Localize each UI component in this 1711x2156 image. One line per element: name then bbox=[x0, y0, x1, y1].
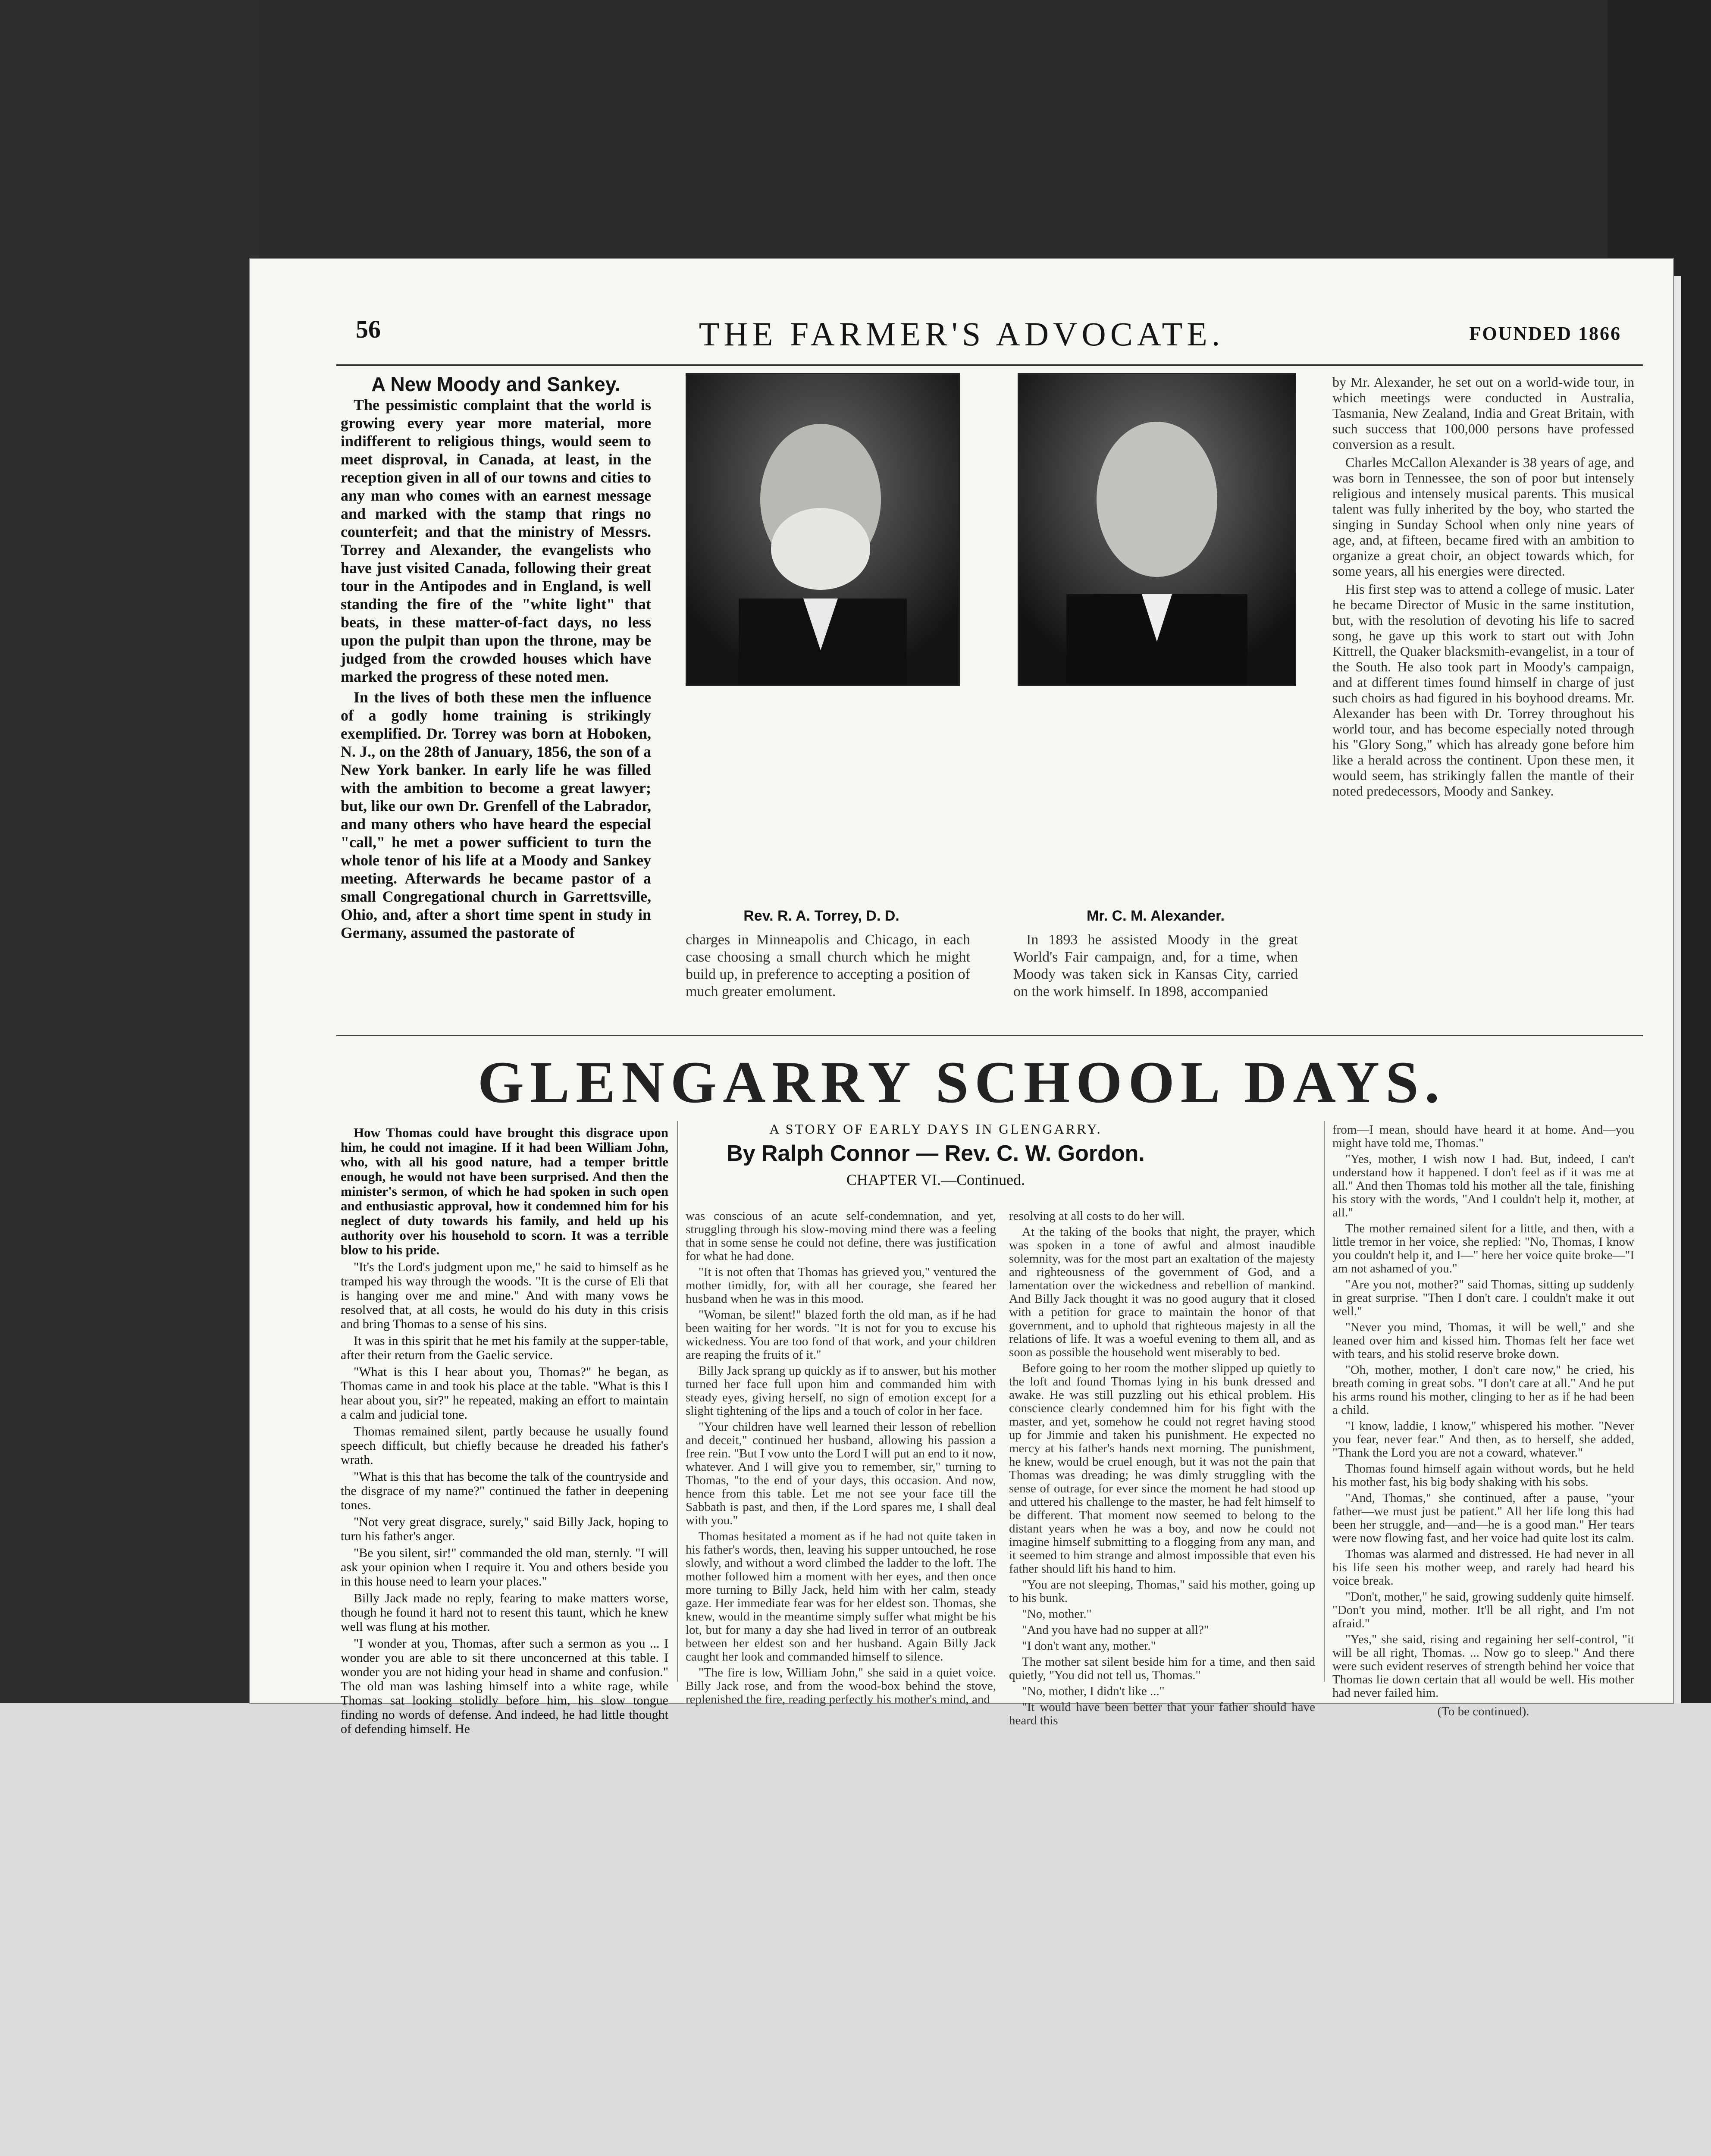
story-paragraph: "And, Thomas," she continued, after a pause, "your father—we must just be patient." All her life long this had been her struggle, and—and—he is a good man." Her tears were now flowing fast, and her voice had quite lost its calm. bbox=[1332, 1491, 1634, 1545]
portrait-torrey-image bbox=[687, 374, 959, 685]
story-paragraph: "Never you mind, Thomas, it will be well," and she leaned over him and kissed him. Thomas felt her face wet with tears, and his stolid reserve broke down. bbox=[1332, 1320, 1634, 1361]
story-paragraph: Thomas was alarmed and distressed. He had never in all his life seen his mother weep, and rarely had heard his voice break. bbox=[1332, 1547, 1634, 1588]
story-paragraph: "I know, laddie, I know," whispered his mother. "Never you fear, never fear." And then, as to herself, she added, "Thank the Lord you are not a coward, whatever." bbox=[1332, 1419, 1634, 1460]
to-be-continued-note: (To be continued). bbox=[1437, 1705, 1529, 1718]
story-paragraph: "No, mother, I didn't like ..." bbox=[1022, 1684, 1165, 1698]
story-paragraph: "Oh, mother, mother, I don't care now," he cried, his breath coming in great sobs. "I don't care at all." And he put his arms round his mother, clinging to her as if he had been a child. bbox=[1332, 1363, 1634, 1417]
story-paragraph: "What is this I hear about you, Thomas?" he began, as Thomas came in and took his place at the table. "What is this I hear about you, sir?" he repeated, making an effort to maintain a calm and judicial tone. bbox=[341, 1365, 668, 1422]
portrait-alexander bbox=[1018, 373, 1296, 686]
story-paragraph: "Are you not, mother?" said Thomas, sitting up suddenly in great surprise. "Then I don't care. I couldn't make it out well." bbox=[1332, 1278, 1634, 1318]
story-paragraph: "It would have been better that your father should have heard this bbox=[1009, 1700, 1315, 1727]
story-paragraph: "Not very great disgrace, surely," said Billy Jack, hoping to turn his father's anger. bbox=[341, 1515, 668, 1543]
story-paragraph: The mother sat silent beside him for a time, and then said quietly, "You did not tell us, Thomas." bbox=[1009, 1655, 1315, 1682]
story-paragraph: "Woman, be silent!" blazed forth the old man, as if he had been waiting for her words. "It is not for you to excuse his wickedness. You are too fond of that work, and your children are reaping the fruits of it." bbox=[686, 1308, 996, 1362]
story-paragraph: "Your children have well learned their lesson of rebellion and deceit," continued her husband, allowing his passion a free rein. "But I vow unto the Lord I will put an end to it now, whatever. And I will give you to remember, sir," turning to Thomas, "to the end of your days, this occasion. And now, hence from this table. Let me not see your face till the Sabbath is past, and then, if the Lord spares me, I shall deal with you." bbox=[686, 1420, 996, 1527]
section-divider bbox=[336, 1035, 1643, 1036]
story-paragraph: "No, mother." bbox=[1022, 1607, 1092, 1621]
story-paragraph: "What is this that has become the talk of the countryside and the disgrace of my name?" continued the father in deepening tones. bbox=[341, 1470, 668, 1512]
article-paragraph: In 1893 he assisted Moody in the great World's Fair campaign, and, for a time, when Moody was taken sick in Kansas City, carried on the work himself. In 1898, accompanied bbox=[1013, 932, 1298, 1000]
story-byline: By Ralph Connor — Rev. C. W. Gordon. bbox=[727, 1141, 1145, 1166]
story-paragraph: "Don't, mother," he said, growing suddenly quite himself. "Don't you mind, mother. It'll be all right, and I'm not afraid." bbox=[1332, 1590, 1634, 1630]
story-paragraph: "And you have had no supper at all?" bbox=[1022, 1623, 1209, 1637]
story-column-3 bbox=[1009, 1210, 1315, 1730]
story-paragraph: At the taking of the books that night, the prayer, which was spoken in a tone of awful and almost inaudible solemnity, was for the most part an exaltation of the majesty and righteousness of the government of God, and a lamentation over the wickedness and rebellion of mankind. And Billy Jack thought it was no good augury that it closed with a petition for grace to maintain the honor of that government, and to uphold that righteous majesty in all the relations of life. It was a woeful evening to them all, and as soon as possible the household went miserably to bed. bbox=[1009, 1225, 1315, 1359]
story-chapter: CHAPTER VI.—Continued. bbox=[846, 1171, 1025, 1188]
article-column-1 bbox=[341, 375, 651, 944]
story-paragraph: "The fire is low, William John," she said in a quiet voice. Billy Jack rose, and from the wood-box behind the stove, replenished the fire, reading perfectly his mother's mind, and bbox=[686, 1666, 996, 1706]
portrait-alexander-image bbox=[1019, 374, 1295, 685]
caption-torrey: Rev. R. A. Torrey, D. D. bbox=[743, 908, 899, 924]
portrait-torrey bbox=[686, 373, 960, 686]
column-rule bbox=[1324, 1121, 1325, 1682]
story-paragraph: "I don't want any, mother." bbox=[1022, 1639, 1156, 1653]
story-paragraph: Before going to her room the mother slipped up quietly to the loft and found Thomas lying in his bunk dressed and awake. He was still puzzling out his ethical problem. His conscience clearly condemned him for his fight with the master, and yet, somehow he could not regret having stood up for Jimmie and taken his punishment. He expected no mercy at his father's hands next morning. The punishment, he knew, would be cruel enough, but it was not the pain that Thomas was dreading; he was dimly struggling with the sense of outrage, for ever since the moment he had stood up and uttered his challenge to the master, he had felt himself to be different. That moment now seemed to belong to the distant years when he was a boy, and now he could not imagine himself submitting to a flogging from any man, and it seemed to him strange and almost impossible that even his father should lift his hand to him. bbox=[1009, 1361, 1315, 1576]
article-paragraph: by Mr. Alexander, he set out on a world-wide tour, in which meetings were conducted in Australia, Tasmania, New Zealand, India and Great Britain, with such success that 100,000 persons have professed conversion as a result. bbox=[1332, 374, 1634, 452]
founded-note: FOUNDED 1866 bbox=[1469, 323, 1621, 344]
article-column-2 bbox=[686, 931, 970, 1003]
caption-alexander: Mr. C. M. Alexander. bbox=[1087, 908, 1225, 924]
story-column-1 bbox=[341, 1125, 668, 1739]
article-column-4 bbox=[1332, 374, 1634, 801]
article-paragraph: charges in Minneapolis and Chicago, in each case choosing a small church which he might build up, in preference to accepting a position of much greater emolument. bbox=[686, 932, 970, 1000]
story-column-2 bbox=[686, 1210, 996, 1709]
story-paragraph: Thomas remained silent, partly because he usually found speech difficult, but chiefly because he dreaded his father's wrath. bbox=[341, 1424, 668, 1467]
page-number: 56 bbox=[356, 315, 381, 343]
article-title: A New Moody and Sankey. bbox=[371, 373, 620, 395]
article-paragraph: In the lives of both these men the influence of a godly home training is strikingly exemplified. Dr. Torrey was born at Hoboken, N. J., on the 28th of January, 1856, the son of a New York banker. In early life he was filled with the ambition to become a great lawyer; but, like our own Dr. Grenfell of the Labrador, and many others who have heard the especial "call," he met a power sufficient to turn the whole tenor of his life at a Moody and Sankey meeting. Afterwards he became pastor of a small Congregational church in Garrettsville, Ohio, and, after a short time spent in study in Germany, assumed the pastorate of bbox=[341, 689, 651, 941]
story-paragraph: "You are not sleeping, Thomas," said his mother, going up to his bunk. bbox=[1009, 1578, 1315, 1605]
story-paragraph: from—I mean, should have heard it at home. And—you might have told me, Thomas." bbox=[1332, 1123, 1634, 1150]
article-paragraph: The pessimistic complaint that the world is growing every year more material, more indifferent to religious things, would seem to meet disproval, in Canada, at least, in the reception given in all of our towns and cities to any man who comes with an earnest message and marked with the stamp that rings no counterfeit; and that the ministry of Messrs. Torrey and Alexander, the evangelists who have just visited Canada, following their great tour in the Antipodes and in England, is well standing the fire of the "white light" that beats, in these matter-of-fact days, no less upon the pulpit than upon the throne, may be judged from the crowded houses which have marked the progress of these noted men. bbox=[341, 396, 651, 685]
column-rule bbox=[677, 1121, 678, 1682]
story-paragraph: "It's the Lord's judgment upon me," he said to himself as he tramped his way through the woods. "It is the curse of Eli that is hanging over me and mine." And with many vows he resolved that, at all costs, he would do his duty in this crisis and bring Thomas to a sense of his sins. bbox=[341, 1260, 668, 1331]
story-kicker: A STORY OF EARLY DAYS IN GLENGARRY. bbox=[769, 1121, 1102, 1137]
story-paragraph: Billy Jack made no reply, fearing to make matters worse, though he found it hard not to resent this taunt, which he knew well was flung at his mother. bbox=[341, 1591, 668, 1634]
story-column-4 bbox=[1332, 1123, 1634, 1721]
article-paragraph: Charles McCallon Alexander is 38 years of age, and was born in Tennessee, the son of poor but intensely religious and intensely musical parents. This musical talent was fully inherited by the boy, who started the singing in Sunday School when only nine years of age, and, at fifteen, became fired with an ambition to organize a great choir, an object towards which, for some years, all his energies were directed. bbox=[1332, 454, 1634, 579]
story-paragraph: Thomas found himself again without words, but he held his mother fast, his big body shaking with his sobs. bbox=[1332, 1462, 1634, 1489]
story-paragraph: "Yes," she said, rising and regaining her self-control, "it will be all right, Thomas. ... Now go to sleep." And there were such evident reserves of strength behind her voice that Thomas lie down certain that all would be well. His mother had never failed him. bbox=[1332, 1633, 1634, 1700]
story-title: GLENGARRY SCHOOL DAYS. bbox=[477, 1049, 1446, 1115]
running-title: THE FARMER'S ADVOCATE. bbox=[699, 315, 1225, 353]
story-paragraph: "Be you silent, sir!" commanded the old man, sternly. "I will ask your opinion when I require it. You and others beside you in this house need to learn your places." bbox=[341, 1546, 668, 1589]
newspaper-page bbox=[250, 259, 1673, 1736]
header-rule bbox=[336, 364, 1643, 366]
story-paragraph: Thomas hesitated a moment as if he had not quite taken in his father's words, then, leaving his supper untouched, he rose slowly, and without a word climbed the ladder to the loft. The mother followed him a moment with her eyes, and then once more turning to Billy Jack, held him with her calm, steady gaze. Her immediate fear was for her eldest son. Thomas, she knew, would in the meantime simply suffer what might be his lot, but for many a day she had lived in terror of an outbreak between her eldest son and her husband. Again Billy Jack caught her look and commanded himself to silence. bbox=[686, 1529, 996, 1664]
story-paragraph: resolving at all costs to do her will. bbox=[1009, 1209, 1185, 1223]
story-paragraph: was conscious of an acute self-condemnation, and yet, struggling through his slow-moving mind there was a feeling that in some sense he could not define, there was justification for what he had done. bbox=[686, 1209, 996, 1263]
article-column-3 bbox=[1013, 931, 1298, 1003]
story-paragraph: The mother remained silent for a little, and then, with a little tremor in her voice, she replied: "No, Thomas, I know you couldn't help it, and I—" here her voice quite broke—"I am not ashamed of you." bbox=[1332, 1222, 1634, 1275]
article-paragraph: His first step was to attend a college of music. Later he became Director of Music in the same institution, but, with the resolution of devoting his life to sacred song, he gave up this work to start out with John Kittrell, the Quaker blacksmith-evangelist, in a tour of the South. He also took part in Moody's campaign, and at different times found himself in charge of just such choirs as had figured in his boyhood dreams. Mr. Alexander has been with Dr. Torrey throughout his world tour, and has become especially noted through his "Glory Song," which has already gone before him like a herald across the continent. Upon these men, it would seem, has strikingly fallen the mantle of their noted predecessors, Moody and Sankey. bbox=[1332, 581, 1634, 799]
story-paragraph: It was in this spirit that he met his family at the supper-table, after their return from the Gaelic service. bbox=[341, 1334, 668, 1362]
story-paragraph: How Thomas could have brought this disgrace upon him, he could not imagine. If it had been William John, who, with all his good nature, had a temper brittle enough, he would not have been surprised. And then the minister's sermon, of which he had spoken in such open and enthusiastic approval, how it condemned him for his neglect of duty towards his family, and held up his authority over his household to scorn. It was a terrible blow to his pride. bbox=[341, 1125, 668, 1257]
story-paragraph: "Yes, mother, I wish now I had. But, indeed, I can't understand how it happened. I don't feel as if it was me at all." And then Thomas told his mother all the tale, finishing his story with the words, "And I couldn't help it, mother, at all." bbox=[1332, 1152, 1634, 1219]
scan-backdrop-bottom bbox=[0, 1700, 1711, 2156]
story-paragraph: "I wonder at you, Thomas, after such a sermon as you ... I wonder you are able to sit there unconcerned at this table. I wonder you are not hiding your head in shame and confusion." The old man was lashing himself into a white rage, while Thomas sat looking stolidly before him, his slow tongue finding no words of defense. And indeed, he had little thought of defending himself. He bbox=[341, 1636, 668, 1736]
story-paragraph: Billy Jack sprang up quickly as if to answer, but his mother turned her face full upon him and commanded him with steady eyes, giving herself, no sign of emotion except for a slight tightening of the lips and a touch of color in her face. bbox=[686, 1364, 996, 1418]
story-paragraph: "It is not often that Thomas has grieved you," ventured the mother timidly, for, with all her courage, she feared her husband when he was in this mood. bbox=[686, 1265, 996, 1306]
